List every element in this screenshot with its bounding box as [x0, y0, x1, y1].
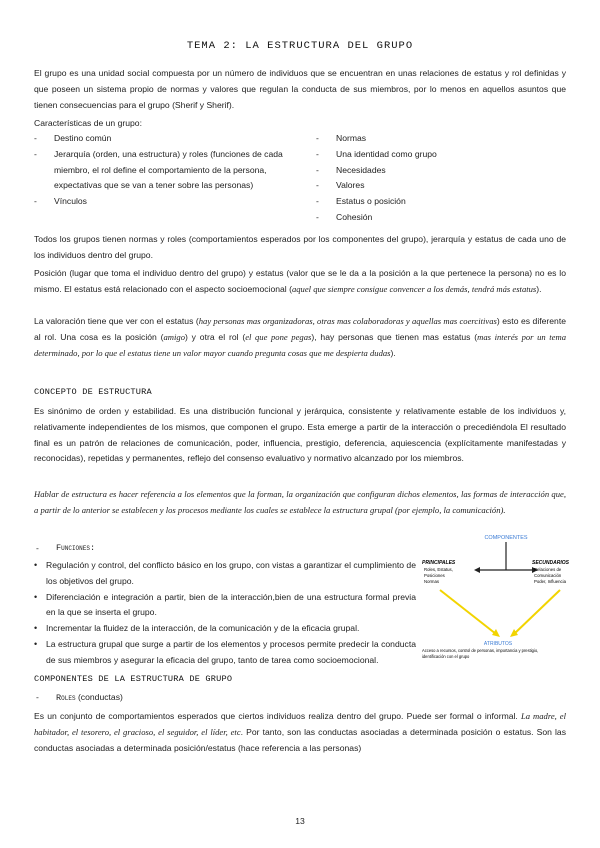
list-item: - Cohesión — [316, 211, 373, 222]
normas-paragraph: Todos los grupos tienen normas y roles (comportamientos esperados por los componentes del grupo), jerarquía y estatus de cada uno de los individuos dentro del grupo. — [34, 234, 566, 260]
left-arrowhead-icon — [474, 567, 480, 573]
principales-item: Roles, Estatus, — [424, 567, 453, 572]
page-number: 13 — [295, 816, 305, 826]
list-item: • Incrementar la fluidez de la interacción, de la comunicación y de la eficacia grupal. — [34, 623, 360, 634]
secundarios-item: Relaciones de — [534, 567, 562, 572]
list-item: • Diferenciación e integración a partir, bien de la interacción,bien de una estructura formal previa en la que se inserta el grupo. — [34, 591, 416, 618]
roles-heading: Roles — [56, 693, 76, 703]
list-item: - Normas — [316, 133, 367, 143]
list-item: - Estatus o posición — [316, 196, 406, 207]
secundarios-item: Poder, Influencia — [534, 579, 567, 584]
caracteristicas-heading: Características de un grupo: — [34, 118, 142, 128]
right-yellow-arrow — [514, 590, 560, 634]
left-yellow-arrow — [440, 590, 496, 634]
list-item: - Vínculos — [34, 196, 87, 207]
funciones-heading-row: - Funciones: — [36, 541, 416, 557]
list-item: - Valores — [316, 180, 365, 191]
list-item: • La estructura grupal que surge a partir de los elementos y procesos permite predecir la conducta de sus miembros y asegurar la eficacia del grupo, tanto de tarea como socioemocional. — [34, 638, 416, 665]
concepto-heading: CONCEPTO DE ESTRUCTURA — [34, 387, 152, 397]
list-item: - Una identidad como grupo — [316, 148, 437, 159]
diagram-componentes-label: COMPONENTES — [484, 535, 528, 541]
valoracion-paragraph: La valoración tiene que ver con el estatus (hay personas mas organizadoras, otras mas colaboradoras y aquellas mas coercitivas) esto es diferente al rol. Una cosa es la posición (amigo) y otra el rol (el que pone pegas), hay personas que tienen mas estatus (mas interés por un tema determinado, por lo que el estatus tiene un valor mayor cuando pregunta cosas que me despierta dudas). — [34, 316, 566, 358]
page-title: TEMA 2: LA ESTRUCTURA DEL GRUPO — [186, 40, 414, 52]
hablar-paragraph: Hablar de estructura es hacer referencia a los elementos que la forman, la organización que configuran dichos elementos, las formas de interacción que, a partir de lo anterior se establecen y los procesos mediante los cuales se establece la estructura grupal (por ejemplo, la comunicación). — [34, 489, 566, 515]
list-item: • Regulación y control, del conflicto básico en los grupo, con vistas a garantizar el cumplimiento de los objetivos del grupo. — [34, 560, 416, 586]
list-item: - Jerarquía (orden, una estructura) y roles (funciones de cada miembro, el rol define el comportamiento de la persona, expectativas que se van a tener sobre las personas) — [34, 148, 283, 191]
roles-paragraph: Es un conjunto de comportamientos esperados que ciertos individuos realiza dentro del grupo. Puede ser formal o informal. La madre, el habitador, el tesorero, el gracioso, el seguidor, el líder, etc. Por tanto, son las conductas asociadas a determinada posición o estatus. Son las conductas asociadas a determinada posición/estatus (hace referencia a las personas) — [34, 711, 566, 753]
estructura-diagram — [418, 530, 580, 670]
caracteristicas-left-list — [34, 131, 296, 210]
roles-heading-row: - Roles (conductas) — [36, 692, 123, 703]
caracteristicas-right-list — [316, 131, 556, 226]
funciones-heading: Funciones: — [56, 543, 96, 553]
intro-paragraph: El grupo es una unidad social compuesta por un número de individuos que se encuentran en unas relaciones de estatus y rol definidas y que poseen un sistema propio de normas y valores que regulan la conducta de sus miembros, por lo menos en aquellos asuntos que tienen consecuencias para el grupo (Sherif y Sherif). — [34, 68, 566, 110]
componentes-heading: COMPONENTES DE LA ESTRUCTURA DE GRUPO — [34, 674, 233, 684]
list-item: - Necesidades — [316, 164, 386, 175]
concepto-paragraph: Es sinónimo de orden y estabilidad. Es una distribución funcional y jerárquica, consistente y relativamente estable de los individuos y, relativamente independientes de los mismos, que componen el grupo. Esta emerge a partir de la interacción o precediéndola El resultado final es un patrón de relaciones de comunicación, poder, influencia, prestigio, deferencia, aquiescencia (explícitamente manifestadas y reconocidas), repetidas y permanentes, reflejo del consenso evaluativo y normativo alcanzado por los miembros. — [34, 406, 566, 464]
secundarios-title: SECUNDARIOS — [532, 560, 569, 566]
posicion-paragraph: Posición (lugar que toma el individuo dentro del grupo) y estatus (valor que se le da a la posición a la que pertenece la persona) no es lo mismo. El estatus está relacionado con el aspecto socioemocional (aquel que siempre consigue convencer a los demás, tendrá más estatus). — [34, 268, 566, 294]
atributos-desc: Acceso a recursos, control de personas, importancia y prestigio, — [422, 648, 539, 653]
funciones-list — [34, 558, 416, 669]
principales-title: PRINCIPALES — [422, 560, 456, 566]
list-item: - Destino común — [34, 133, 112, 143]
secundarios-item: Comunicación — [534, 573, 562, 578]
atributos-desc: identificación con el grupo — [422, 654, 470, 659]
atributos-label: ATRIBUTOS — [483, 641, 513, 647]
principales-item: Normas — [424, 579, 440, 584]
principales-item: Posiciones — [424, 573, 445, 578]
